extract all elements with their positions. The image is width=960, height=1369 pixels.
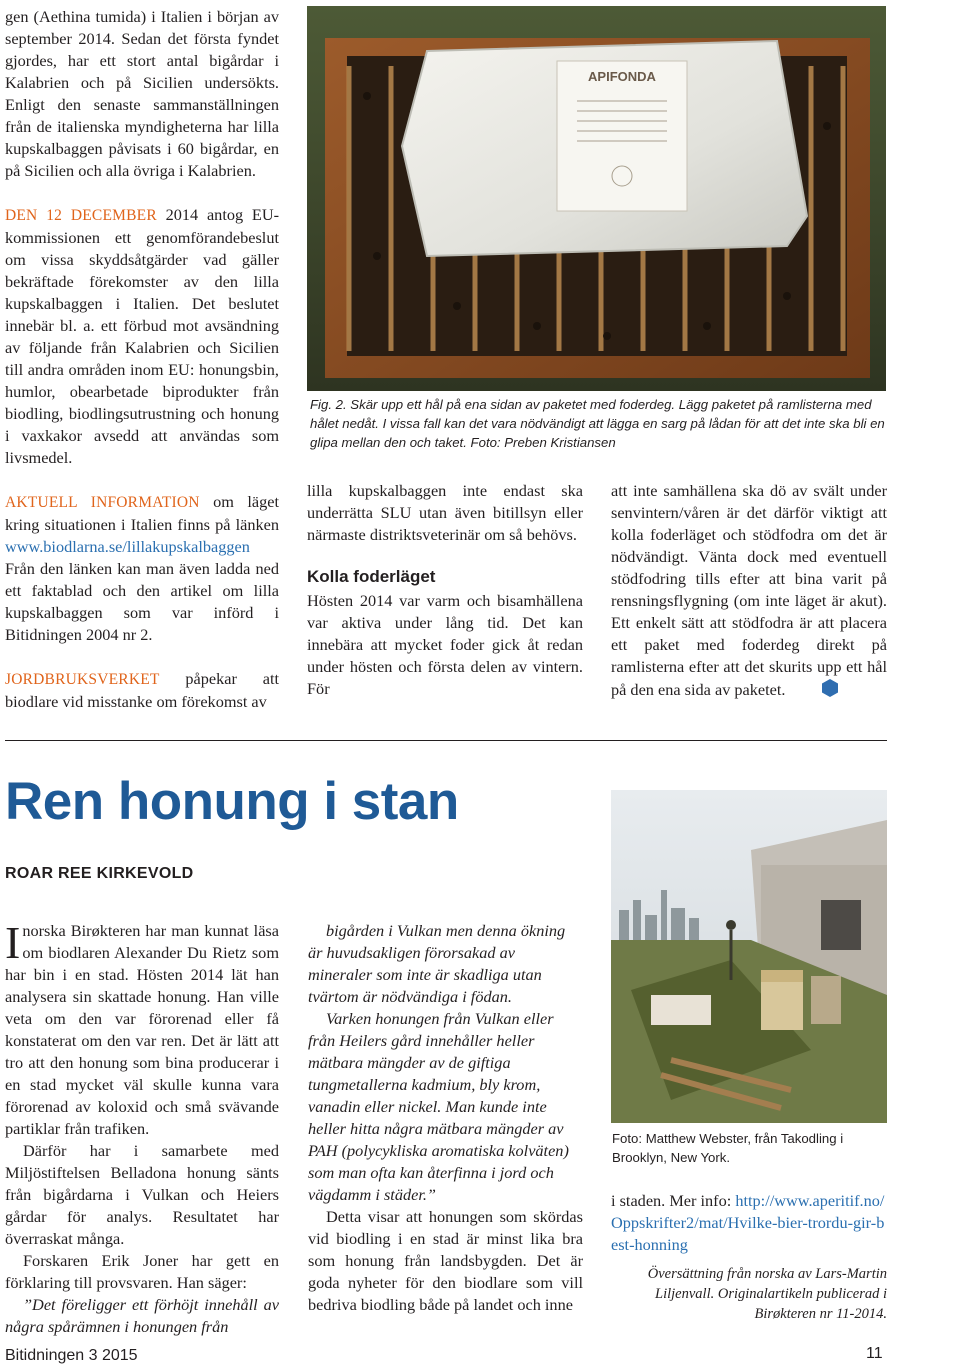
end-mark-hexagon-icon — [820, 678, 840, 698]
article-title: Ren honung i stan — [5, 772, 459, 831]
rooftop-photo-caption: Foto: Matthew Webster, från Takodling i Brooklyn, New York. — [612, 1131, 844, 1165]
hive-photo-illustration — [307, 6, 886, 391]
december-paragraph: DEN 12 DECEMBER 2014 antog EU-kommissionen ett genomförandebeslut om vissa skyddsåtgärder vad gäller bekräftade förekomster av den lilla kupskalbaggen i Italien. Det beslutet innebär bl. a. ett förbud mot avsändning av följande från Kalabrien och Sicilien till andra områden inom EU: honungsbin, humlor, obearbetade biprodukter från biodling, biodlingsutrustning och honung i vaxkakor avsedd att användas som livsmedel. — [5, 205, 279, 467]
footer-page-number: 11 — [866, 1345, 883, 1362]
section-divider — [5, 740, 887, 741]
jordbruk-lead: JORDBRUKSVERKET — [5, 671, 160, 688]
article-right-column — [611, 1190, 887, 1324]
article-paragraph-2: Därför har i samarbete med Miljöstiftelsen Belladona honung sänts från bigårdarna i Vulkan och Heiers gårdar för analys. Resultatet har överraskat många. — [5, 1141, 279, 1248]
article-left-column — [5, 917, 279, 1338]
rooftop-beehive-photo — [611, 790, 887, 1123]
dropcap: I — [5, 917, 21, 968]
article-author: ROAR REE KIRKEVOLD — [5, 865, 194, 882]
article-paragraph-3: Forskaren Erik Joner har gett en förklaring till provsvaren. Han säger: — [5, 1251, 279, 1292]
article-middle-column — [308, 920, 583, 1316]
article-paragraph-1: Inorska Birøkteren har man kunnat läsa om biodlaren Alexander Du Rietz som har bin i en stad. Hösten 2014 lät han analysera sin skattade honung. Han ville veta om den var förorenad eller få konstaterat om den var ren. Det är lätt att tro att den honung som bina producerar i en stad mycket väl skulle kunna vara förorenad av koloxid och små svävande partiklar från trafiken. — [5, 917, 279, 1138]
left-column-top — [5, 6, 279, 713]
translation-note: Översättning från norska av Lars-Martin Liljenvall. Originalartikeln publicerad i Birøkteren nr 11-2014. — [647, 1266, 887, 1322]
aperitif-link[interactable]: http://www.aperitif.no/Oppskrifter2/mat/Hvilke-bier-trordu-gir-best-honning — [611, 1191, 885, 1254]
middle-column-top — [307, 480, 583, 700]
jordbruk-paragraph: JORDBRUKSVERKET påpekar att biodlare vid misstanke om förekomst av — [5, 669, 279, 711]
apifonda-label: APIFONDA — [588, 69, 656, 84]
fig2-caption: Fig. 2. Skär upp ett hål på ena sidan av paketet med foderdeg. Lägg paketet på ramlisterna med hålet nedåt. I vissa fall kan det vara nödvändigt att lägga en sarg på lådan för att det inte ska bli en glipa mellan den och taket. Foto: Preben Kristiansen — [310, 397, 885, 450]
article-conclusion: Detta visar att honungen som skördas vid biodling i en stad är minst lika bra som honung från landsbygden. Det är goda nyheter för den biodlare som vill bedriva biodling både på landet och inne — [308, 1207, 583, 1314]
aktuell-paragraph: AKTUELL INFORMATION om läget kring situationen i Italien finns på länken www.biodlarna.se/lillakupskalbaggen Från den länken kan man även ladda ned ett faktablad och den artikel om lilla kupskalbaggen som var införd i Bitidningen 2004 nr 2. — [5, 492, 279, 644]
kolla-paragraph: Hösten 2014 var varm och bisamhällena var aktiva under lång tid. Det kan innebära att mycket foder gick åt redan under hösten och första delen av vintern. För — [307, 591, 583, 698]
aktuell-lead: AKTUELL INFORMATION — [5, 494, 200, 511]
hive-fondant-photo — [307, 6, 886, 391]
report-paragraph: lilla kupskalbaggen inte endast ska underrätta SLU utan även bitillsyn eller närmaste distriktsveterinär om så behövs. — [307, 481, 583, 544]
stodfodring-paragraph: att inte samhällena ska dö av svält under senvintern/våren är det därför viktigt att kolla foderläget och stödfodra om det är nödvändigt. Vänta dock med eventuell stödfodring tills efter att bina varit på rensningsflygning (om inte läget är akut). Ett enkelt sätt att stödfodra är att placera ett paket med foderdeg direkt på ramlisterna efter att det skurits upp ett hål på den ena sida av paketet. — [611, 481, 887, 699]
kolla-foderlaget-heading: Kolla foderläget — [307, 567, 436, 586]
intro-paragraph: gen (Aethina tumida) i Italien i början av september 2014. Sedan det första fyndet gjordes, har ett stort antal bigårdar i Kalabrien och på Sicilien undersökts. Enligt den senaste sammanställningen från de italienska myndigheterna har lilla kupskalbaggen påvisats i 60 bigårdar, en på Sicilien och alla övriga i Kalabrien. — [5, 7, 279, 180]
quote-heavy-metals: Varken honungen från Vulkan eller från Heilers gård innehåller heller mätbara mängder av de giftiga tungmetallerna kadmium, bly krom, vanadin eller nickel. Man kunde inte heller hitta några mätbara mängder av PAH (polycykliska aromatiska kolväten) som man ofta kan återfinna i jord och vägdamm i städer.” — [308, 1009, 569, 1204]
quote-continuation: bigården i Vulkan men denna ökning är huvudsakligen förorsakad av mineraler som inte är skadliga utan tvärtom är nödvändiga i födan. — [308, 921, 566, 1006]
right-column-top — [611, 480, 887, 701]
footer-publication: Bitidningen 3 2015 — [5, 1347, 138, 1364]
rooftop-photo-illustration — [611, 790, 887, 1123]
article-quote-start: ”Det föreligger ett förhöjt innehåll av några spårämnen i honungen från — [5, 1295, 279, 1336]
more-info-paragraph: i staden. Mer info: http://www.aperitif.no/Oppskrifter2/mat/Hvilke-bier-trordu-gir-best-honning — [611, 1191, 885, 1254]
december-lead: DEN 12 DECEMBER — [5, 207, 157, 224]
biodlarna-link[interactable]: www.biodlarna.se/lillakupskalbaggen — [5, 537, 250, 556]
